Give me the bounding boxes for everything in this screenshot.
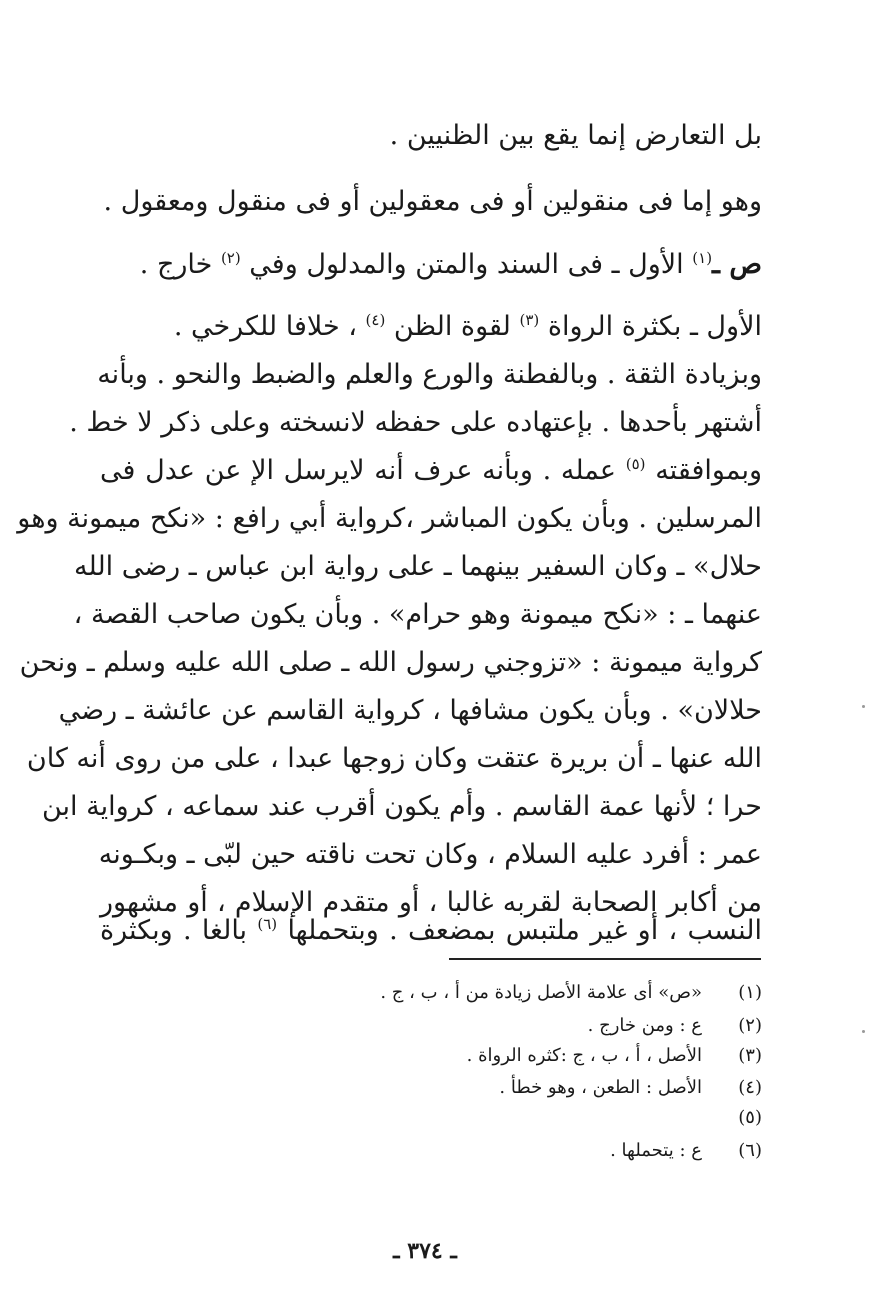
text-line-17 bbox=[100, 911, 762, 951]
text-line-14: حرا ؛ لأنها عمة القاسم . وأم يكون أقرب عند سماعه ، كرواية ابن bbox=[41, 791, 762, 822]
line-text: خارج . bbox=[139, 249, 221, 280]
footnote-1 bbox=[380, 978, 762, 1008]
footnote-ref-1: (١) bbox=[692, 249, 713, 267]
text-line-7 bbox=[100, 451, 762, 491]
text-line-3 bbox=[140, 245, 762, 285]
text-line-13: الله عنها ـ أن بريرة عتقت وكان زوجها عبدا ، على من روى أنه كان bbox=[26, 743, 762, 774]
page-number: ـ ٣٧٤ ـ bbox=[393, 1238, 457, 1264]
scan-speck bbox=[862, 1030, 865, 1033]
line-text: الأول ـ بكثرة الرواة bbox=[539, 311, 762, 342]
footnote-ref-5: (٥) bbox=[625, 455, 646, 473]
footnote-number: (٢) bbox=[738, 1015, 762, 1036]
footnote-ref-2: (٢) bbox=[220, 249, 241, 267]
line-text: النسب ، أو غير ملتبس بمضعف . وبتحملها bbox=[277, 915, 762, 946]
line-text: بالغا . وبكثرة bbox=[100, 915, 258, 946]
footnote-number: (٤) bbox=[738, 1077, 762, 1098]
footnote-2 bbox=[588, 1011, 762, 1041]
footnote-4 bbox=[499, 1073, 762, 1103]
line-text: ، خلافا للكرخي . bbox=[173, 311, 366, 342]
text-line-1: بل التعارض إنما يقع بين الظنيين . bbox=[389, 120, 762, 151]
footnote-3 bbox=[467, 1041, 762, 1071]
footnote-text bbox=[702, 1107, 720, 1128]
footnote-6 bbox=[610, 1136, 762, 1166]
text-line-5: وبزيادة الثقة . وبالفطنة والورع والعلم والضبط والنحو . وبأنه bbox=[97, 359, 762, 390]
text-line-6: أشتهر بأحدها . بإعتهاده على حفظه لانسخته وعلى ذكر لا خط . bbox=[69, 407, 762, 438]
text-line-2: وهو إما فى منقولين أو فى معقولين أو فى منقول ومعقول . bbox=[103, 186, 762, 217]
footnote-number: (١) bbox=[738, 982, 762, 1003]
line-text: الأول ـ فى السند والمتن والمدلول وفي bbox=[240, 249, 693, 280]
text-line-15: عمر : أفرد عليه السلام ، وكان تحت ناقته حين لبّى ـ وبكـونه bbox=[98, 839, 762, 870]
footnote-text: ع : ومن خارج . bbox=[587, 1015, 702, 1036]
text-line-9: حلال» ـ وكان السفير بينهما ـ على رواية ابن عباس ـ رضى الله bbox=[74, 551, 762, 582]
footnote-divider bbox=[449, 958, 761, 960]
footnote-ref-4: (٤) bbox=[365, 311, 386, 329]
footnote-number: (٦) bbox=[738, 1140, 762, 1161]
footnote-ref-6: (٦) bbox=[257, 915, 278, 933]
text-line-12: حلالان» . وبأن يكون مشافها ، كرواية القاسم عن عائشة ـ رضي bbox=[58, 695, 762, 726]
text-line-4 bbox=[174, 307, 762, 347]
line-text: وبموافقته bbox=[645, 455, 762, 486]
footnote-text: الأصل ، أ ، ب ، ج :كثره الرواة . bbox=[466, 1045, 702, 1066]
section-marker: ص ـ bbox=[712, 249, 762, 280]
scan-speck bbox=[862, 705, 865, 708]
line-text: عمله . وبأنه عرف أنه لايرسل الإ عن عدل فى bbox=[100, 455, 626, 486]
footnote-5 bbox=[702, 1103, 762, 1133]
text-line-8: المرسلين . وبأن يكون المباشر ،كرواية أبي رافع : «نكح ميمونة وهو bbox=[17, 503, 762, 534]
text-line-16: من أكابر الصحابة لقربه غالبا ، أو متقدم الإسلام ، أو مشهور bbox=[100, 887, 762, 918]
footnote-number: (٥) bbox=[738, 1107, 762, 1128]
text-line-11: كرواية ميمونة : «تزوجني رسول الله ـ صلى الله عليه وسلم ـ ونحن bbox=[19, 647, 762, 678]
footnote-text: ع : يتحملها . bbox=[610, 1140, 702, 1161]
footnote-text: الأصل : الطعن ، وهو خطأ . bbox=[499, 1077, 702, 1098]
footnote-number: (٣) bbox=[738, 1045, 762, 1066]
text-line-10: عنهما ـ : «نكح ميمونة وهو حرام» . وبأن يكون صاحب القصة ، bbox=[73, 599, 762, 630]
footnote-ref-3: (٣) bbox=[519, 311, 540, 329]
line-text: لقوة الظن bbox=[385, 311, 520, 342]
footnote-text: «ص» أى علامة الأصل زيادة من أ ، ب ، ج . bbox=[380, 982, 702, 1003]
